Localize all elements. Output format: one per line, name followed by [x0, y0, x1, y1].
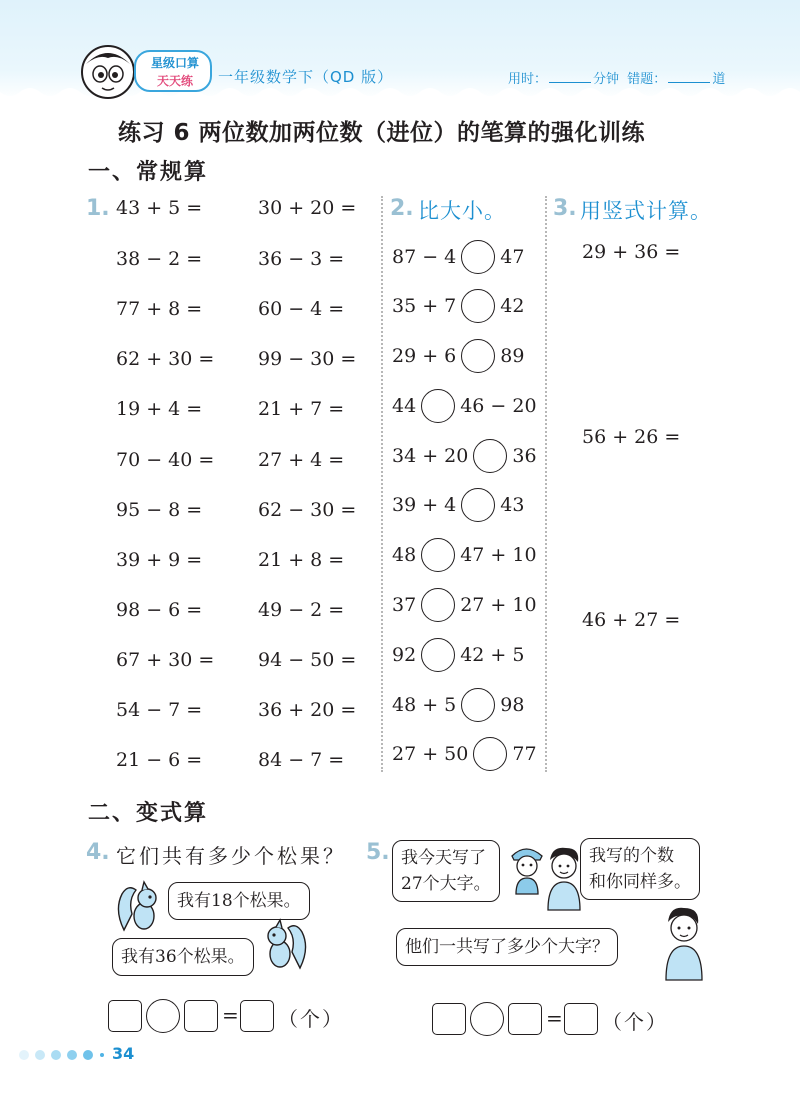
q5-number: 5. — [366, 840, 390, 865]
q3-item: 29 + 36 = — [582, 241, 681, 263]
page-header — [0, 0, 800, 100]
q4-operator-circle[interactable] — [146, 999, 180, 1033]
q2-right-expression: 42 — [500, 295, 525, 317]
errors-blank[interactable] — [668, 71, 710, 83]
q4-unit: （个） — [278, 1007, 344, 1031]
squirrel-icon — [114, 880, 164, 936]
q4-equals-sign: = — [222, 1003, 239, 1027]
q3-item: 46 + 27 = — [582, 609, 681, 631]
q2-compare-circle[interactable] — [421, 389, 455, 423]
q1-expression: 60 − 4 = — [258, 298, 345, 320]
q1-expression: 77 + 8 = — [116, 298, 203, 320]
q3-item: 56 + 26 = — [582, 426, 681, 448]
q2-compare-circle[interactable] — [473, 737, 507, 771]
q1-expression: 98 − 6 = — [116, 599, 203, 621]
logo-badge — [134, 50, 212, 92]
q1-expression: 38 − 2 = — [116, 248, 203, 270]
q1-number: 1. — [86, 196, 110, 221]
q5-speech-bubble-1 — [392, 840, 500, 902]
q5-unit: （个） — [602, 1010, 668, 1034]
q2-left-expression: 44 — [392, 395, 417, 417]
q5-question-bubble: 他们一共写了多少个大字？ — [396, 928, 618, 966]
q2-compare-circle[interactable] — [461, 240, 495, 274]
q2-number: 2. — [390, 196, 414, 221]
q2-right-expression: 47 + 10 — [460, 544, 537, 566]
q1-expression: 21 − 6 = — [116, 749, 203, 771]
q2-compare-circle[interactable] — [421, 638, 455, 672]
q2-right-expression: 36 — [512, 445, 537, 467]
section-2-title: 二、变式算 — [88, 801, 209, 826]
q1-expression: 84 − 7 = — [258, 749, 345, 771]
q2-left-expression: 29 + 6 — [392, 345, 457, 367]
q4-answer-box-1[interactable] — [108, 1000, 142, 1032]
q5-speech-bubble-2 — [580, 838, 700, 900]
q2-right-expression: 89 — [500, 345, 525, 367]
squirrel-icon — [262, 918, 310, 974]
q2-left-expression: 39 + 4 — [392, 494, 457, 516]
q2-left-expression: 92 — [392, 644, 417, 666]
q3-instruction: 用竖式计算。 — [580, 199, 712, 223]
q5-bubble-1-line-2: 27个大字。 — [401, 874, 491, 894]
q1-expression: 43 + 5 = — [116, 197, 203, 219]
errors-label: 错题： — [627, 72, 667, 87]
q4-answer-box-result[interactable] — [240, 1000, 274, 1032]
page-number: 34 — [112, 1044, 135, 1063]
q1-expression: 21 + 7 = — [258, 398, 345, 420]
q4-answer-box-2[interactable] — [184, 1000, 218, 1032]
q2-right-expression: 42 + 5 — [460, 644, 525, 666]
page-dots-decoration — [18, 1048, 104, 1062]
q1-expression: 36 − 3 = — [258, 248, 345, 270]
q2-compare-circle[interactable] — [461, 339, 495, 373]
q1-expression: 49 − 2 = — [258, 599, 345, 621]
q4-speech-bubble-2: 我有36个松果。 — [112, 938, 254, 976]
logo-line-2: 天天练 — [156, 74, 193, 88]
q1-expression: 30 + 20 = — [258, 197, 357, 219]
q2-compare-circle[interactable] — [421, 538, 455, 572]
divider-2 — [545, 196, 547, 772]
q2-left-expression: 48 + 5 — [392, 694, 457, 716]
q2-left-expression: 27 + 50 — [392, 743, 469, 765]
q1-expression: 70 − 40 = — [116, 449, 215, 471]
q1-expression: 54 − 7 = — [116, 699, 203, 721]
q5-bubble-2-line-2: 和你同样多。 — [589, 872, 691, 892]
q2-right-expression: 46 − 20 — [460, 395, 537, 417]
time-blank[interactable] — [549, 71, 591, 83]
q5-answer-box-1[interactable] — [432, 1003, 466, 1035]
q2-compare-circle[interactable] — [461, 688, 495, 722]
q2-left-expression: 34 + 20 — [392, 445, 469, 467]
q3-number: 3. — [553, 196, 577, 221]
errors-unit: 道 — [712, 72, 726, 87]
q4-question: 它们共有多少个松果？ — [116, 844, 346, 868]
time-unit: 分钟 — [593, 72, 620, 87]
mascot-icon — [78, 42, 138, 102]
q2-left-expression: 35 + 7 — [392, 295, 457, 317]
q2-right-expression: 98 — [500, 694, 525, 716]
q1-expression: 27 + 4 = — [258, 449, 345, 471]
q2-compare-circle[interactable] — [421, 588, 455, 622]
q5-operator-circle[interactable] — [470, 1002, 504, 1036]
q1-expression: 19 + 4 = — [116, 398, 203, 420]
q2-instruction: 比大小。 — [418, 199, 506, 223]
q2-compare-circle[interactable] — [461, 488, 495, 522]
q2-compare-circle[interactable] — [473, 439, 507, 473]
page-title: 练习 6 两位数加两位数（进位）的笔算的强化训练 — [118, 120, 646, 146]
q2-right-expression: 47 — [500, 246, 525, 268]
divider-1 — [381, 196, 383, 772]
q1-expression: 67 + 30 = — [116, 649, 215, 671]
q4-number: 4. — [86, 840, 110, 865]
q1-expression: 21 + 8 = — [258, 549, 345, 571]
q2-left-expression: 37 — [392, 594, 417, 616]
boy-icon — [658, 902, 710, 982]
q1-expression: 62 + 30 = — [116, 348, 215, 370]
q1-expression: 36 + 20 = — [258, 699, 357, 721]
q5-answer-box-result[interactable] — [564, 1003, 598, 1035]
logo-line-1: 星级口算 — [150, 56, 199, 70]
q5-equals-sign: = — [546, 1006, 563, 1030]
time-label: 用时： — [508, 72, 548, 87]
q5-answer-box-2[interactable] — [508, 1003, 542, 1035]
q1-expression: 94 − 50 = — [258, 649, 357, 671]
q1-expression: 95 − 8 = — [116, 499, 203, 521]
q2-left-expression: 48 — [392, 544, 417, 566]
q1-expression: 62 − 30 = — [258, 499, 357, 521]
q5-bubble-1-line-1: 我今天写了 — [401, 848, 486, 868]
header-meta — [508, 68, 725, 87]
q2-right-expression: 27 + 10 — [460, 594, 537, 616]
q2-left-expression: 87 − 4 — [392, 246, 457, 268]
q1-expression: 99 − 30 = — [258, 348, 357, 370]
book-title: 一年级数学下（QD 版） — [218, 68, 394, 86]
q5-bubble-2-line-1: 我写的个数 — [589, 846, 674, 866]
q2-right-expression: 77 — [512, 743, 537, 765]
q1-expression: 39 + 9 = — [116, 549, 203, 571]
section-1-title: 一、常规算 — [88, 160, 209, 185]
q2-compare-circle[interactable] — [461, 289, 495, 323]
q2-right-expression: 43 — [500, 494, 525, 516]
q4-speech-bubble-1: 我有18个松果。 — [168, 882, 310, 920]
